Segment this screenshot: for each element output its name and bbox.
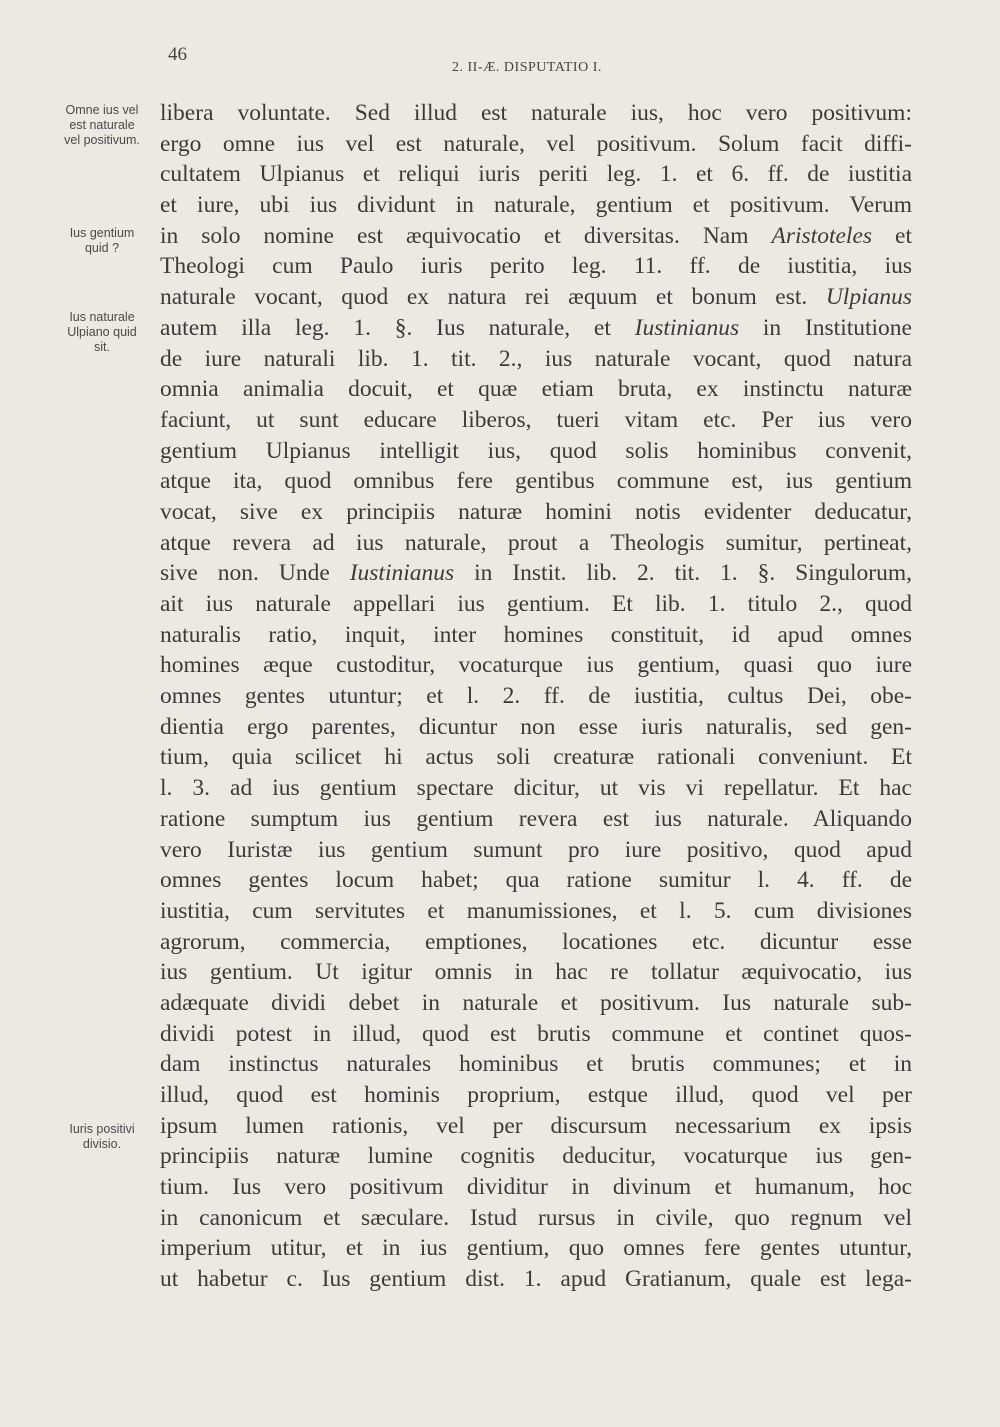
text-line: [160, 313, 912, 344]
margin-note-line: divisio.: [82, 1137, 122, 1151]
text-line: ipsum lumen rationis, vel per discursum necessarium ex ipsis: [160, 1112, 912, 1139]
text-line: de iure naturali lib. 1. tit. 2., ius naturale vocant, quod natura: [160, 345, 912, 372]
text-line: et iure, ubi ius dividunt in naturale, gentium et positivum. Verum: [160, 192, 912, 219]
text-line: gentium Ulpianus intelligit ius, quod solis hominibus convenit,: [160, 437, 912, 464]
text-line: ergo omne ius vel est naturale, vel positivum. Solum facit diffi-: [160, 130, 912, 157]
text-segment: in Instit. lib. 2. tit. 1. §. Singulorum,: [454, 560, 913, 587]
text-line: ut habetur c. Ius gentium dist. 1. apud Gratianum, quale est lega-: [160, 1266, 912, 1293]
margin-note-ius-naturale: [50, 310, 154, 355]
margin-note-line: quid ?: [84, 241, 120, 255]
text-line: adæquate dividi debet in naturale et positivum. Ius naturale sub-: [160, 989, 912, 1016]
text-line: [160, 282, 912, 313]
text-line: dientia ergo parentes, dicuntur non esse iuris naturalis, sed gen-: [160, 713, 912, 740]
text-segment: et: [872, 222, 912, 249]
text-line: dividi potest in illud, quod est brutis commune et continet quos-: [160, 1020, 912, 1047]
italic-name: Iustinianus: [634, 314, 740, 341]
text-segment: autem illa leg. 1. §. Ius naturale, et: [160, 314, 635, 341]
text-line: omnia animalia docuit, et quæ etiam bruta, ex instinctu naturæ: [160, 376, 912, 403]
margin-note-line: Ius naturale: [69, 310, 135, 324]
text-line: in canonicum et sæculare. Istud rursus in civile, quo regnum vel: [160, 1204, 912, 1231]
body-text: [160, 98, 912, 1295]
text-line: atque ita, quod omnibus fere gentibus commune est, ius gentium: [160, 468, 912, 495]
text-segment: naturale vocant, quod ex natura rei æquum et bonum est.: [160, 284, 826, 311]
margin-note-line: sit.: [94, 340, 110, 354]
margin-note-iuris-positivi: [50, 1122, 154, 1152]
margin-note-omne-ius: [50, 103, 154, 148]
margin-note-line: est naturale: [69, 118, 135, 132]
text-line: naturalis ratio, inquit, inter homines constituit, id apud omnes: [160, 621, 912, 648]
text-line: homines æque custoditur, vocaturque ius gentium, quasi quo iure: [160, 652, 912, 679]
text-line: ait ius naturale appellari ius gentium. Et lib. 1. titulo 2., quod: [160, 591, 912, 617]
text-line: ius gentium. Ut igitur omnis in hac re tollatur æquivocatio, ius: [160, 959, 912, 986]
italic-name: Aristoteles: [771, 222, 873, 249]
text-line: iustitia, cum servitutes et manumissiones, et l. 5. cum divisiones: [160, 897, 912, 924]
text-line: principiis naturæ lumine cognitis deducitur, vocaturque ius gen-: [160, 1143, 912, 1170]
text-line: agrorum, commercia, emptiones, locationes etc. dicuntur esse: [160, 928, 912, 955]
margin-note-line: vel positivum.: [64, 133, 140, 147]
text-line: vero Iuristæ ius gentium sumunt pro iure positivo, quod apud: [160, 836, 912, 863]
text-line: libera voluntate. Sed illud est naturale ius, hoc vero positivum:: [160, 100, 912, 126]
text-line: dam instinctus naturales hominibus et brutis communes; et in: [160, 1051, 912, 1078]
running-head: 2. II-Æ. DISPUTATIO I.: [452, 60, 602, 75]
text-line: omnes gentes locum habet; qua ratione sumitur l. 4. ff. de: [160, 867, 912, 894]
text-line: faciunt, ut sunt educare liberos, tueri vitam etc. Per ius vero: [160, 406, 912, 433]
margin-note-line: Omne ius vel: [65, 103, 139, 117]
text-line: [160, 558, 912, 589]
italic-name: Ulpianus: [825, 284, 912, 311]
text-line: Theologi cum Paulo iuris perito leg. 11. ff. de iustitia, ius: [160, 253, 912, 280]
margin-note-ius-gentium: [50, 226, 154, 256]
text-segment: in solo nomine est æquivocatio et diversitas. Nam: [160, 222, 772, 249]
text-line: [160, 221, 912, 252]
text-line: vocat, sive ex principiis naturæ homini notis evidenter deducatur,: [160, 498, 912, 525]
text-line: imperium utitur, et in ius gentium, quo omnes fere gentes utuntur,: [160, 1235, 912, 1262]
text-line: ratione sumptum ius gentium revera est ius naturale. Aliquando: [160, 805, 912, 832]
page-number: 46: [168, 44, 187, 65]
text-segment: in Institutione: [739, 314, 912, 341]
text-line: omnes gentes utuntur; et l. 2. ff. de iustitia, cultus Dei, obe-: [160, 683, 912, 710]
text-line: atque revera ad ius naturale, prout a Theologis sumitur, pertineat,: [160, 529, 912, 556]
text-line: illud, quod est hominis proprium, estque illud, quod vel per: [160, 1082, 912, 1108]
margin-note-line: Ulpiano quid: [67, 325, 137, 339]
text-line: cultatem Ulpianus et reliqui iuris periti leg. 1. et 6. ff. de iustitia: [160, 161, 912, 188]
text-line: tium. Ius vero positivum dividitur in divinum et humanum, hoc: [160, 1174, 912, 1201]
text-segment: sive non. Unde: [160, 560, 350, 587]
text-line: l. 3. ad ius gentium spectare dicitur, ut vis vi repellatur. Et hac: [160, 775, 912, 802]
margin-note-line: Iuris positivi: [69, 1122, 135, 1136]
italic-name: Iustinianus: [349, 560, 455, 587]
text-line: tium, quia scilicet hi actus soli creaturæ rationali conveniunt. Et: [160, 744, 912, 771]
margin-note-line: Ius gentium: [69, 226, 135, 240]
